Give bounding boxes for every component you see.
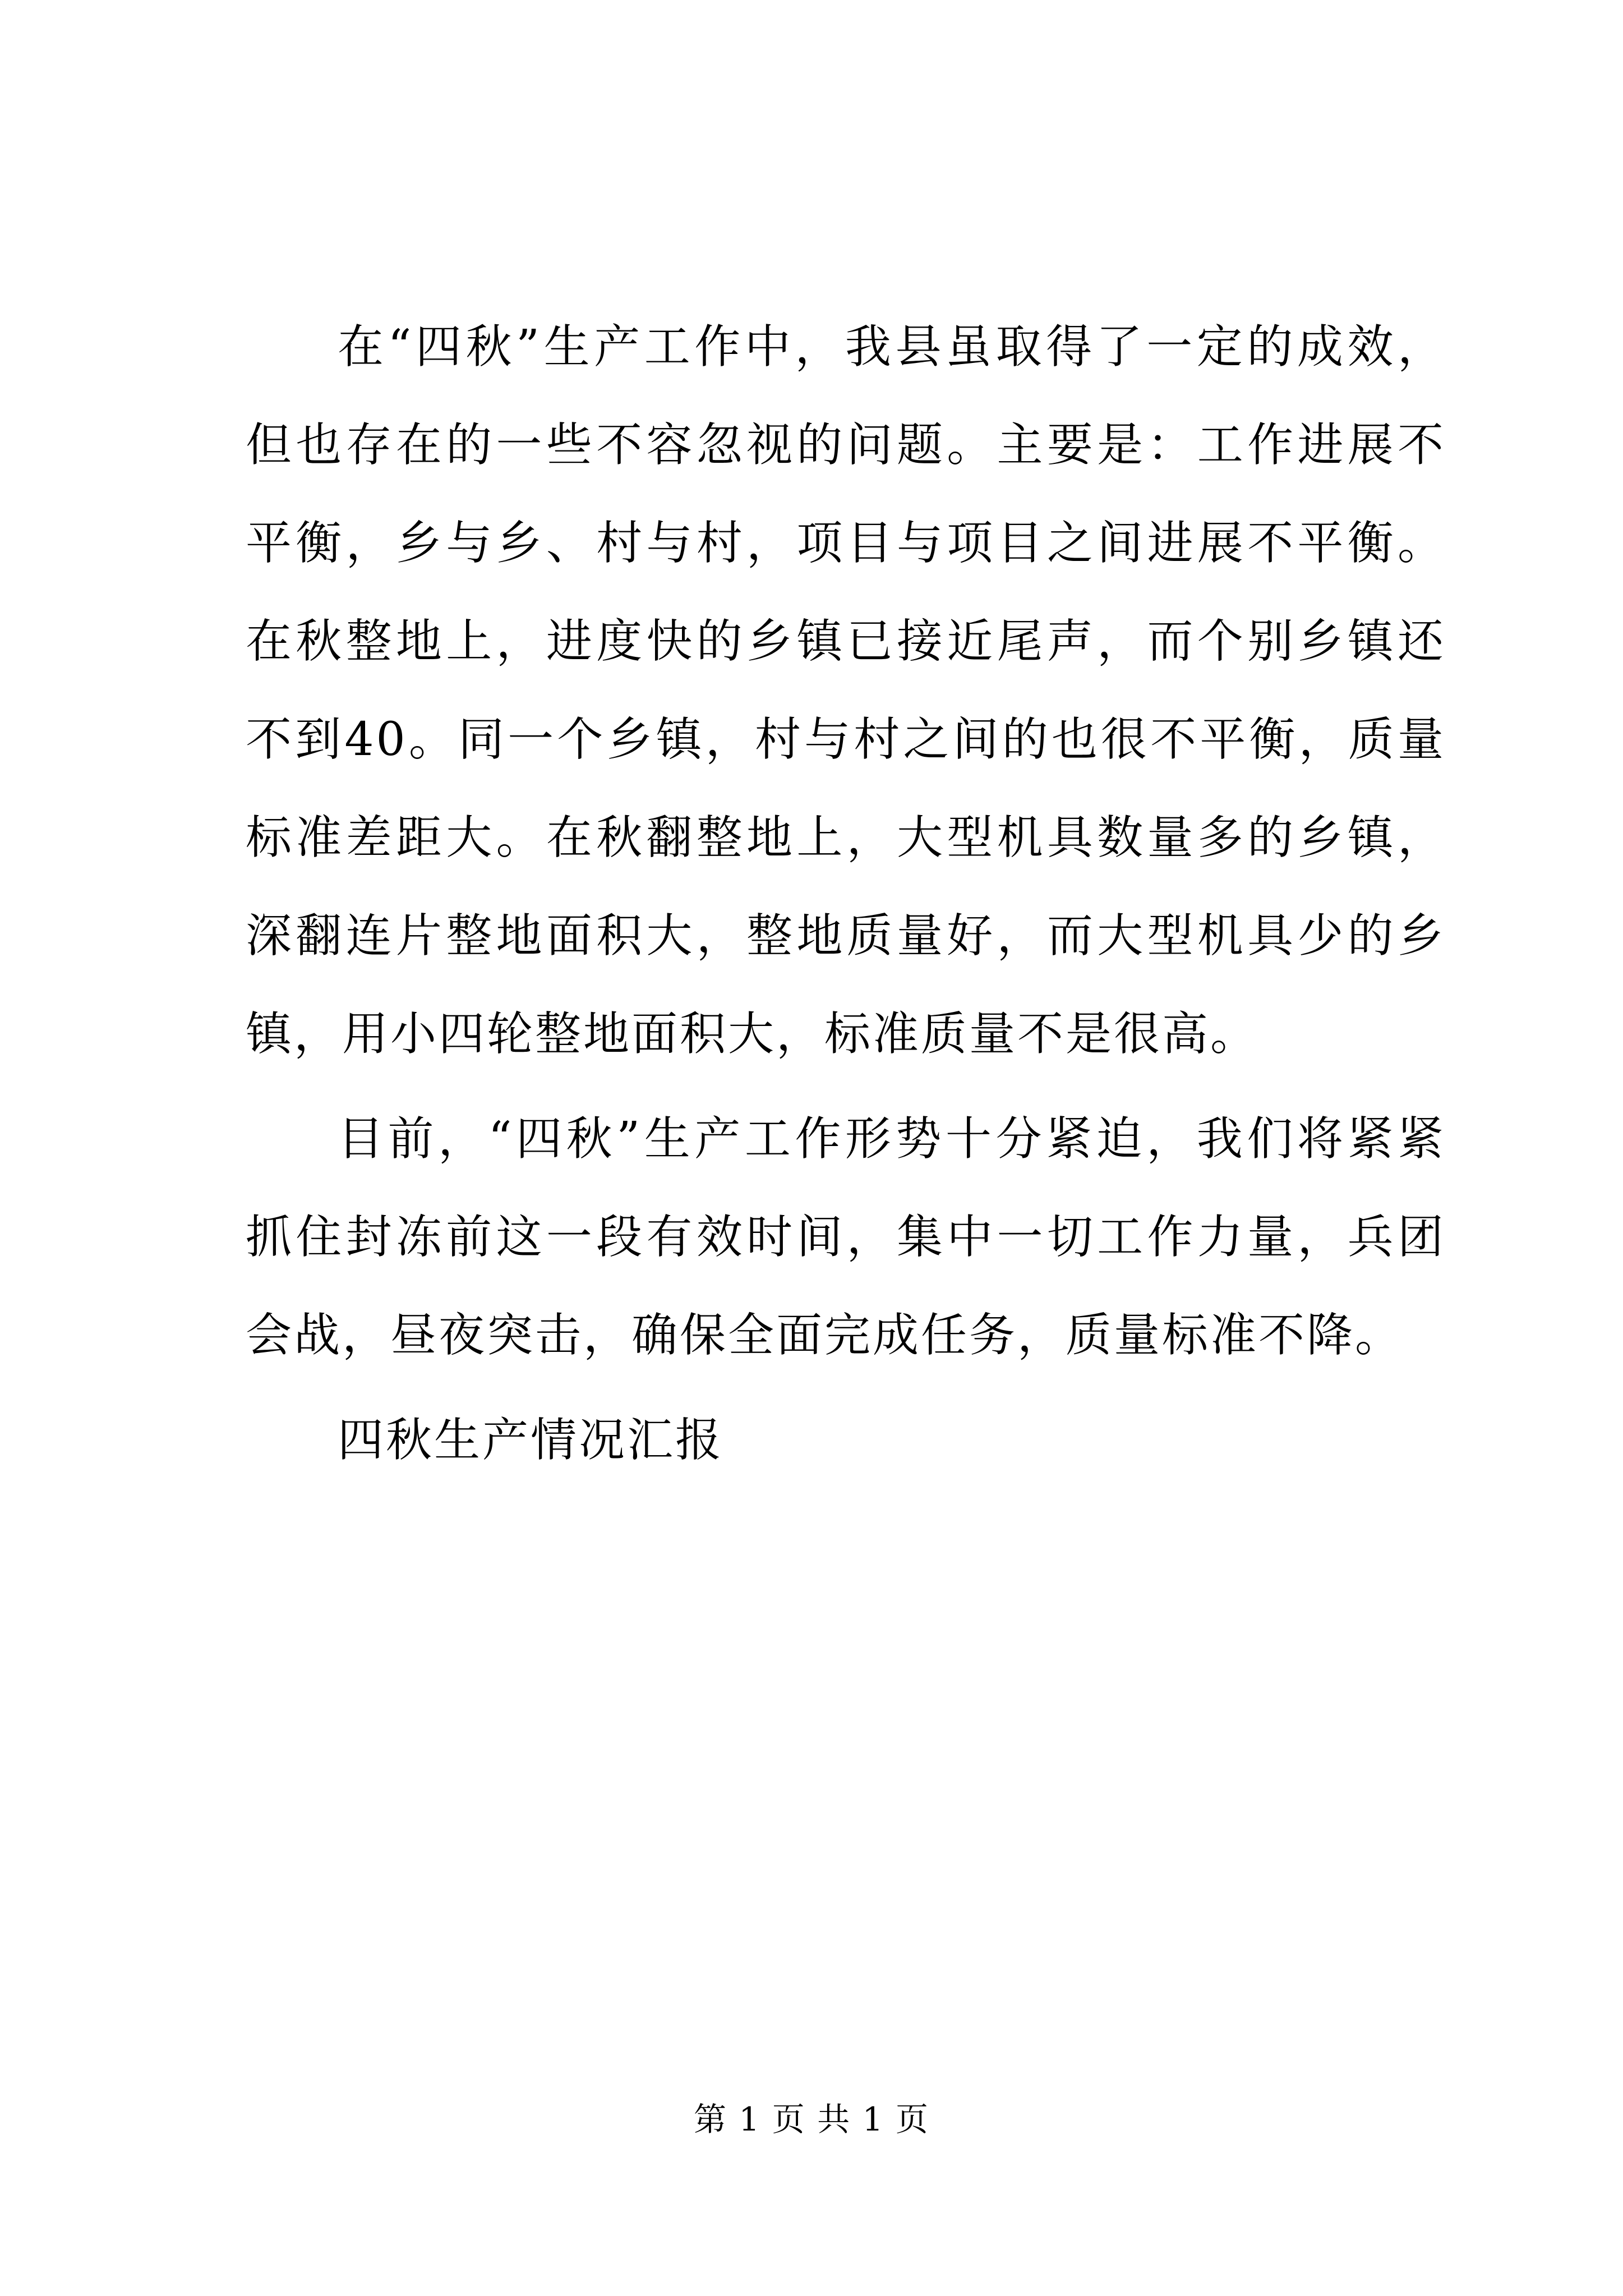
page-footer: 第 1 页 共 1 页 — [694, 2100, 929, 2138]
paragraph-plan: 目前，“四秋”生产工作形势十分紧迫，我们将紧紧抓住封冻前这一段有效时间，集中一切工作力量，兵团会战，昼夜突击，确保全面完成任务，质量标准不降。 — [246, 1112, 1446, 1362]
document-body — [246, 298, 1446, 1496]
paragraph-problems: 在“四秋”生产工作中，我县虽取得了一定的成效，但也存在的一些不容忽视的问题。主要是：工作进展不平衡，乡与乡、村与村，项目与项目之间进展不平衡。在秋整地上，进度快的乡镇已接近尾声，而个别乡镇还不到40。同一个乡镇，村与村之间的也很不平衡，质量标准差距大。在秋翻整地上，大型机具数量多的乡镇，深翻连片整地面积大，整地质量好，而大型机具少的乡镇，用小四轮整地面积大，标准质量不是很高。 — [246, 320, 1446, 1061]
paragraph-title-line: 四秋生产情况汇报 — [338, 1414, 724, 1467]
